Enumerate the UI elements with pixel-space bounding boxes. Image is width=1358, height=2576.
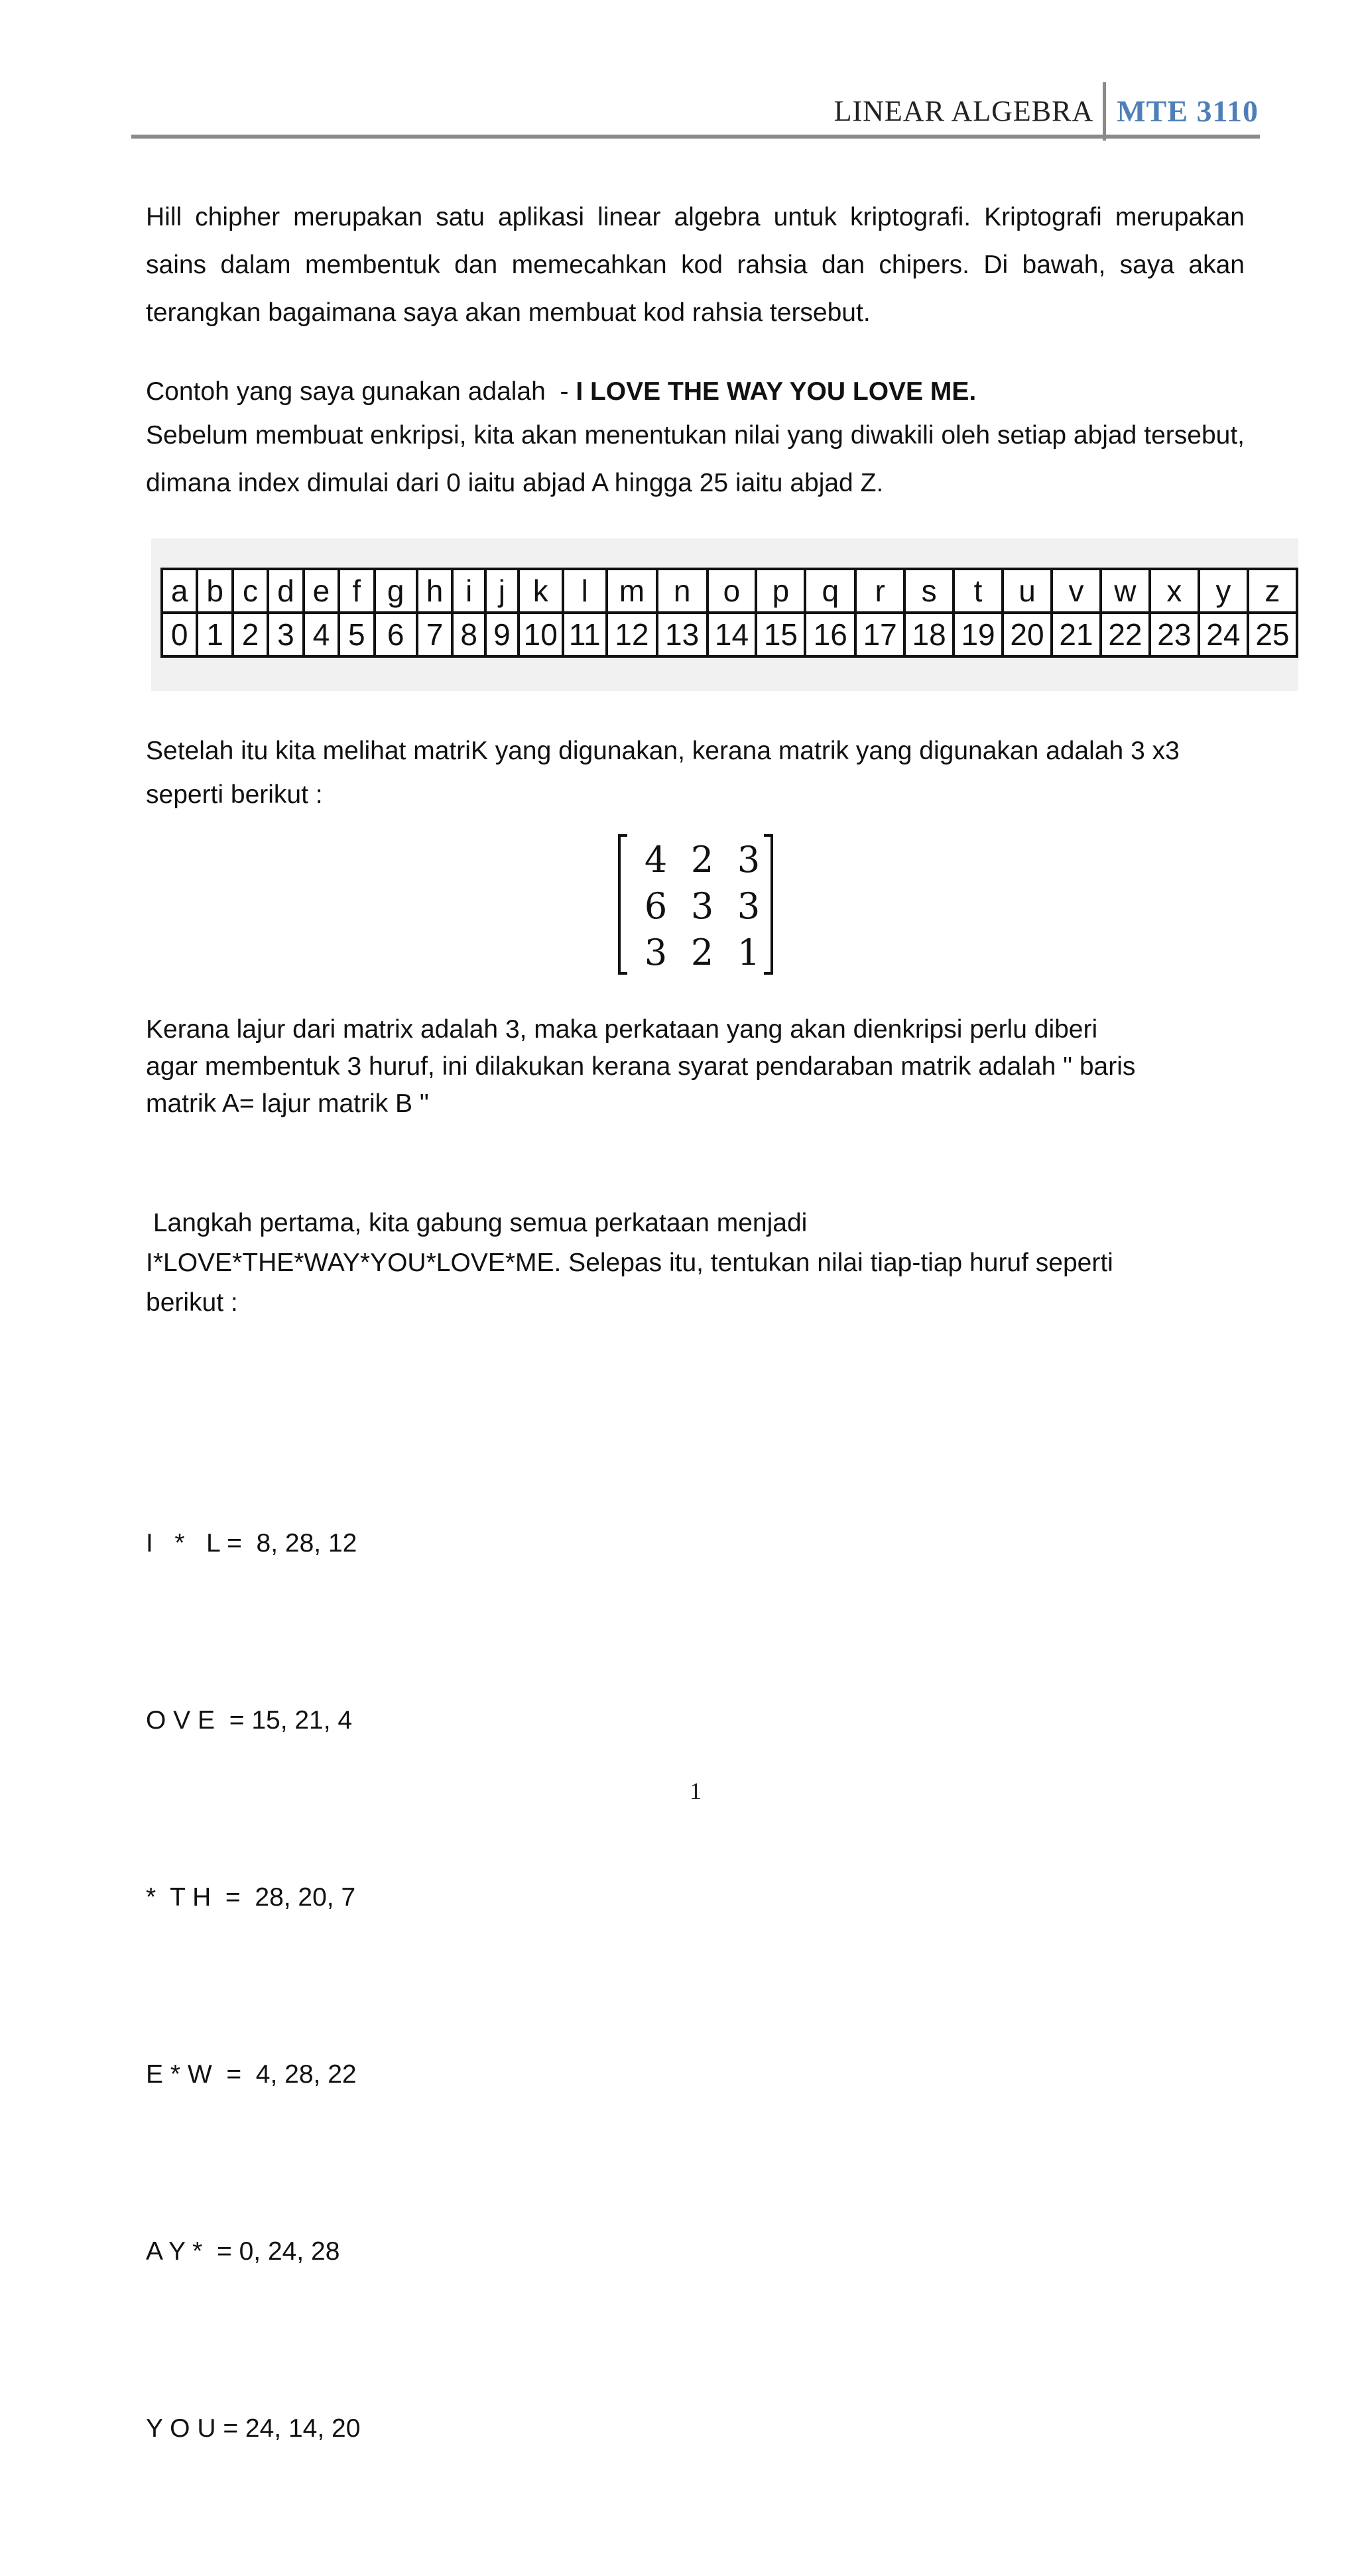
matrix-entry: 3 bbox=[737, 885, 761, 927]
letter-cell: j bbox=[485, 569, 519, 613]
value-cell: 12 bbox=[607, 613, 657, 656]
letter-cell: q bbox=[805, 569, 855, 613]
letter-cell: f bbox=[339, 569, 374, 613]
letter-cell: u bbox=[1003, 569, 1052, 613]
letter-cell: k bbox=[519, 569, 563, 613]
value-cell: 0 bbox=[162, 613, 197, 656]
step-text-line: I*LOVE*THE*WAY*YOU*LOVE*ME. Selepas itu, tentukan nilai tiap-tiap huruf seperti bbox=[146, 1249, 1113, 1277]
matrix-entry: 3 bbox=[690, 885, 714, 927]
matrix-entry: 3 bbox=[737, 839, 761, 881]
matrix-left-bracket bbox=[618, 834, 627, 975]
value-cell: 2 bbox=[233, 613, 268, 656]
value-cell: 3 bbox=[268, 613, 303, 656]
header-rule bbox=[131, 135, 1260, 139]
letter-cell: b bbox=[197, 569, 232, 613]
value-cell: 8 bbox=[452, 613, 485, 656]
value-cell: 20 bbox=[1003, 613, 1052, 656]
letter-cell: c bbox=[233, 569, 268, 613]
value-cell: 4 bbox=[304, 613, 339, 656]
value-cell: 1 bbox=[197, 613, 232, 656]
value-cell: 5 bbox=[339, 613, 374, 656]
value-row bbox=[162, 613, 1297, 656]
matrix-entries bbox=[633, 837, 772, 976]
value-cell: 9 bbox=[485, 613, 519, 656]
alphabet-index-table bbox=[160, 568, 1298, 658]
letter-cell: o bbox=[708, 569, 757, 613]
example-phrase: I LOVE THE WAY YOU LOVE ME. bbox=[576, 377, 977, 406]
letter-cell: e bbox=[304, 569, 339, 613]
letter-cell: v bbox=[1052, 569, 1101, 613]
triplet-list bbox=[146, 1396, 360, 2576]
matrix-entry: 4 bbox=[644, 839, 668, 881]
matrix-entry: 6 bbox=[644, 885, 668, 927]
value-cell: 11 bbox=[563, 613, 607, 656]
step-explanation bbox=[146, 1203, 1113, 1323]
value-cell: 14 bbox=[708, 613, 757, 656]
column-text-line: Kerana lajur dari matrix adalah 3, maka perkataan yang akan dienkripsi perlu diberi bbox=[146, 1015, 1098, 1044]
triplet-item: * T H = 28, 20, 7 bbox=[146, 1883, 356, 1912]
matrix-entry: 2 bbox=[690, 932, 714, 973]
value-cell: 24 bbox=[1199, 613, 1248, 656]
matrix-right-bracket bbox=[764, 834, 773, 975]
letter-cell: p bbox=[756, 569, 805, 613]
letter-cell: l bbox=[563, 569, 607, 613]
column-text-line: matrik A= lajur matrik B " bbox=[146, 1089, 429, 1118]
value-cell: 16 bbox=[805, 613, 855, 656]
triplet-item: I * L = 8, 28, 12 bbox=[146, 1529, 357, 1558]
matrix-intro-line-1: Setelah itu kita melihat matriK yang digunakan, kerana matrik yang digunakan adalah 3 x3 bbox=[146, 737, 1180, 765]
letter-cell: i bbox=[452, 569, 485, 613]
page-header bbox=[834, 83, 1259, 139]
letter-cell: x bbox=[1150, 569, 1199, 613]
value-cell: 7 bbox=[417, 613, 452, 656]
value-cell: 22 bbox=[1101, 613, 1150, 656]
triplet-item: A Y * = 0, 24, 28 bbox=[146, 2237, 340, 2266]
example-line bbox=[146, 368, 976, 416]
intro-paragraph: Hill chipher merupakan satu aplikasi linear algebra untuk kriptografi. Kriptografi merupakan sains dalam membentuk dan memecahkan kod rahsia dan chipers. Di bawah, saya akan terangkan bagaimana saya akan membuat kod rahsia tersebut. bbox=[146, 203, 1245, 327]
letter-cell: a bbox=[162, 569, 197, 613]
letter-cell: d bbox=[268, 569, 303, 613]
letter-cell: t bbox=[954, 569, 1003, 613]
letter-cell: y bbox=[1199, 569, 1248, 613]
alphabet-index-figure bbox=[151, 538, 1298, 691]
matrix-entry: 1 bbox=[737, 932, 761, 973]
value-cell: 17 bbox=[855, 613, 904, 656]
letter-cell: z bbox=[1248, 569, 1297, 613]
matrix-entry: 3 bbox=[644, 932, 668, 973]
value-cell: 21 bbox=[1052, 613, 1101, 656]
key-matrix bbox=[618, 834, 773, 975]
letter-row bbox=[162, 569, 1297, 613]
step-text-line: berikut : bbox=[146, 1288, 238, 1317]
letter-cell: g bbox=[375, 569, 417, 613]
letter-cell: r bbox=[855, 569, 904, 613]
letter-cell: s bbox=[904, 569, 954, 613]
value-cell: 23 bbox=[1150, 613, 1199, 656]
triplet-item: E * W = 4, 28, 22 bbox=[146, 2060, 357, 2089]
value-cell: 15 bbox=[756, 613, 805, 656]
letter-cell: h bbox=[417, 569, 452, 613]
matrix-intro-line-2: seperti berikut : bbox=[146, 780, 323, 809]
column-text-line: agar membentuk 3 huruf, ini dilakukan kerana syarat pendaraban matrik adalah " baris bbox=[146, 1052, 1136, 1081]
letter-cell: w bbox=[1101, 569, 1150, 613]
letter-cell: n bbox=[657, 569, 708, 613]
triplet-item: Y O U = 24, 14, 20 bbox=[146, 2414, 361, 2443]
header-course-code: MTE 3110 bbox=[1117, 94, 1259, 128]
example-prefix: Contoh yang saya gunakan adalah - bbox=[146, 377, 576, 406]
value-cell: 25 bbox=[1248, 613, 1297, 656]
triplet-item: O V E = 15, 21, 4 bbox=[146, 1706, 353, 1735]
value-cell: 13 bbox=[657, 613, 708, 656]
column-explanation bbox=[146, 1011, 1135, 1123]
matrix-entry: 2 bbox=[690, 839, 714, 881]
value-cell: 10 bbox=[519, 613, 563, 656]
value-cell: 6 bbox=[375, 613, 417, 656]
page-number: 1 bbox=[690, 1778, 702, 1804]
value-cell: 19 bbox=[954, 613, 1003, 656]
value-cell: 18 bbox=[904, 613, 954, 656]
header-title: LINEAR ALGEBRA bbox=[833, 95, 1094, 127]
letter-cell: m bbox=[607, 569, 657, 613]
step-text-line: Langkah pertama, kita gabung semua perkataan menjadi bbox=[146, 1209, 808, 1237]
example-description: Sebelum membuat enkripsi, kita akan menentukan nilai yang diwakili oleh setiap abjad tersebut, dimana index dimulai dari 0 iaitu abjad A hingga 25 iaitu abjad Z. bbox=[146, 421, 1245, 497]
